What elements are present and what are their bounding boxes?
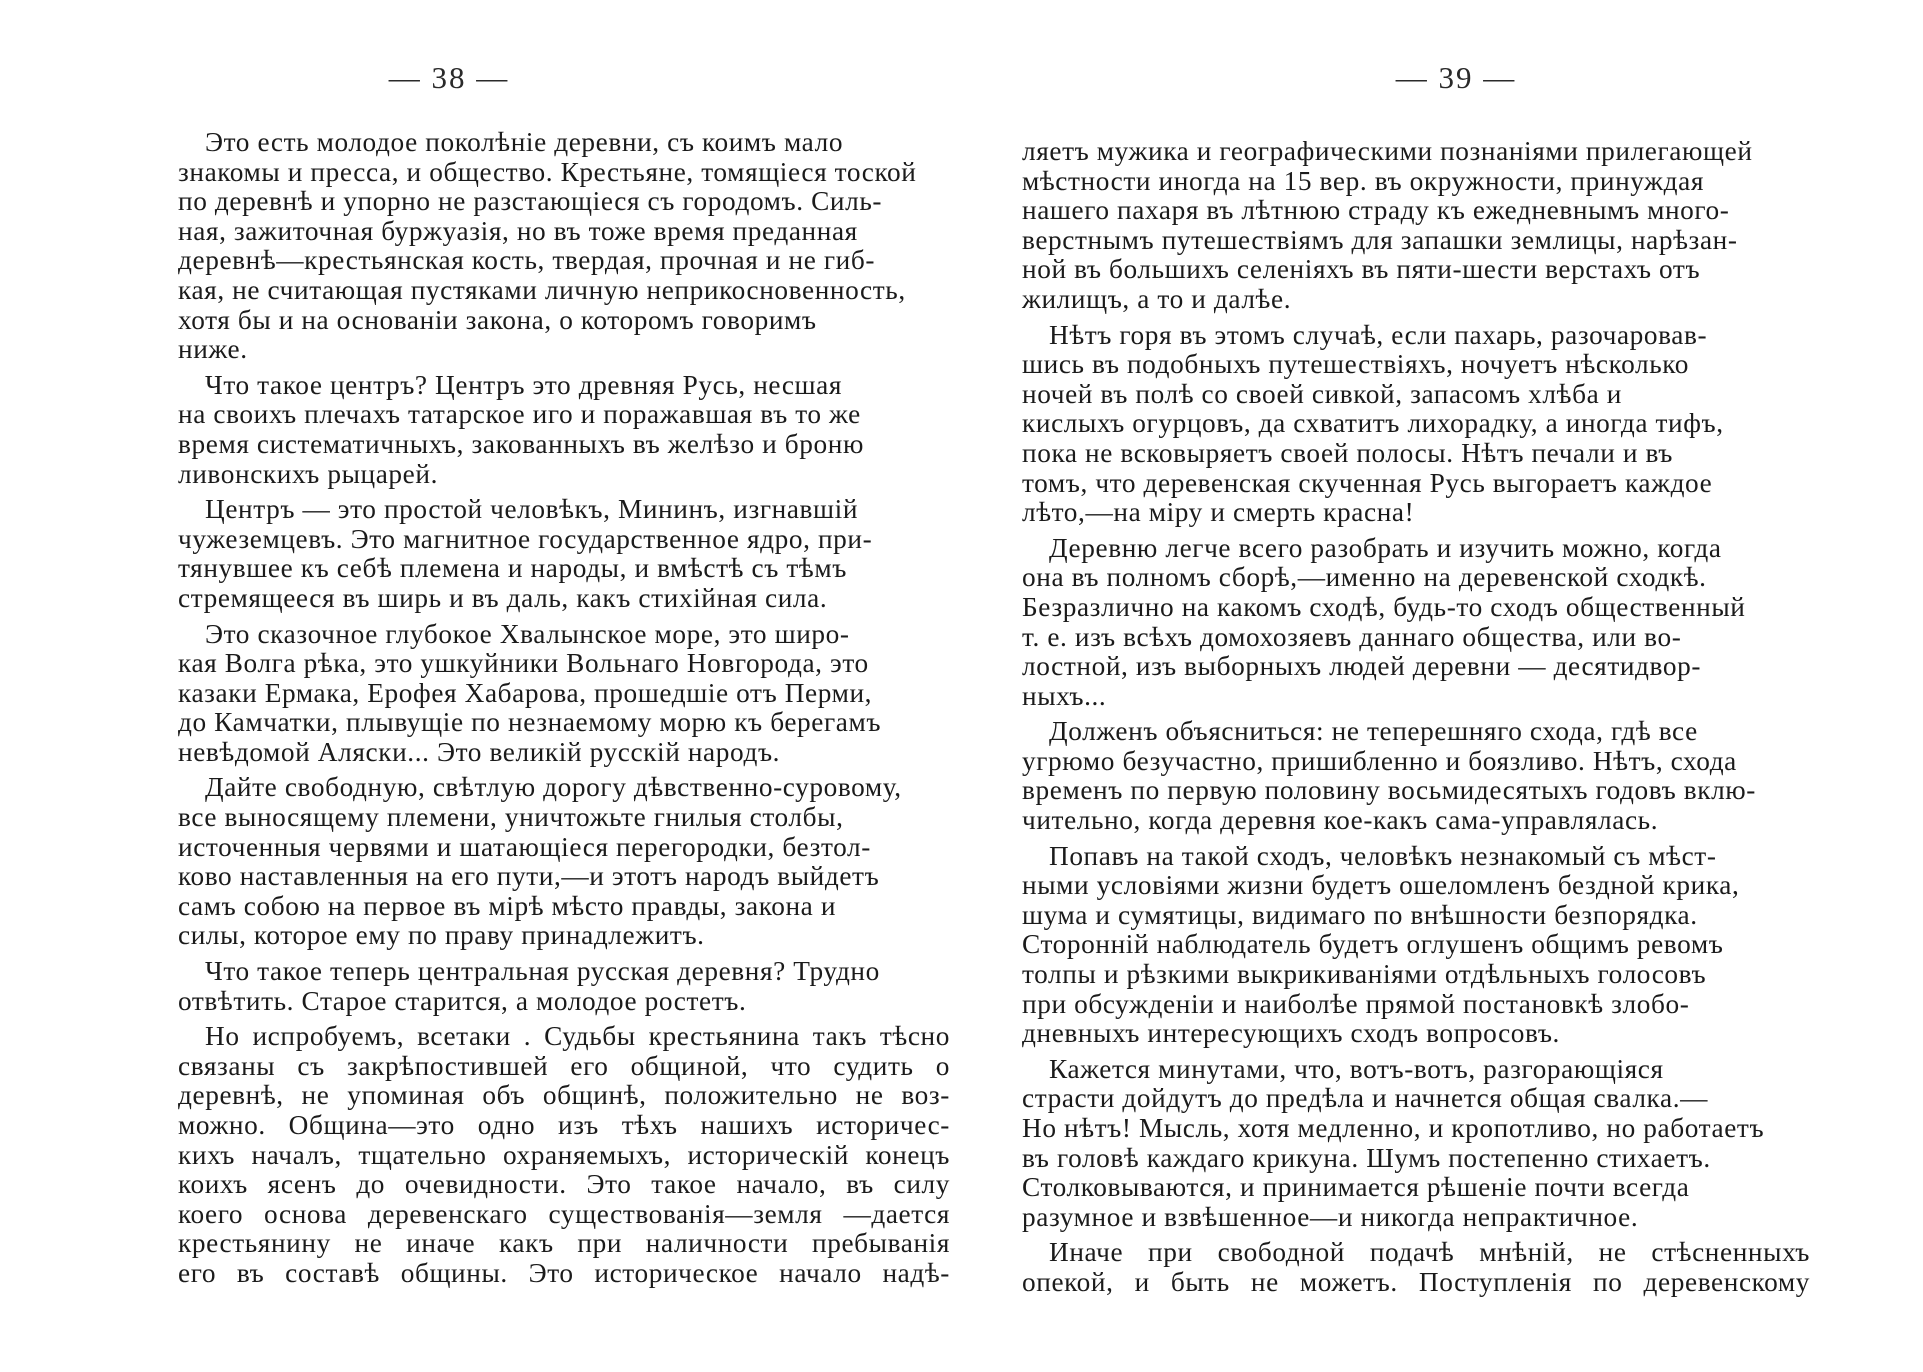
paragraph: Нѣтъ горя въ этомъ случаѣ, если пахарь, разочаровав- шись въ подобныхъ путешествіяхъ, ночуетъ нѣсколько ночей въ полѣ со своей сивкой, запасомъ хлѣба и кислыхъ огурцовъ, да схватитъ лихорадку, а иногда тифъ, пока не всковыряетъ своей полосы. Нѣтъ печали и въ томъ, что деревенская скученная Русь выгораетъ каждое лѣто,—на міру и смерть красна! [1022, 319, 1724, 528]
paragraph: Попавъ на такой сходъ, человѣкъ незнакомый съ мѣст- ными условіями жизни будетъ ошеломленъ бездной крика, шума и сумятицы, видимаго по внѣшности безпорядка. Сторонній наблюдатель будетъ оглушенъ общимъ ревомъ толпы и рѣзкими выкрикиваніями отдѣльныхъ голосовъ при обсужденіи и наиболѣе прямой постановкѣ злобо- дневныхъ интересующихъ сходъ вопросовъ. [1022, 840, 1740, 1049]
paragraph: ляетъ мужика и географическими познаніями прилегающей мѣстности иногда на 15 вер. въ окружности, принуждая нашего пахаря въ лѣтнюю страду къ ежедневнымъ много- верстнымъ путешествіямъ для запашки землицы, нарѣзан- ной въ большихъ селеніяхъ въ пяти-шести верстахъ отъ жилищъ, а то и далѣе. [1022, 136, 1753, 314]
left-page [178, 0, 950, 1372]
paragraph: Дайте свободную, свѣтлую дорогу дѣвственно-суровому, все выносящему племени, уничтожьте гнилыя столбы, источенныя червями и шатающіеся перегородки, безтол- ково наставленныя на его пути,—и этотъ народъ выйдетъ самъ собою на первое въ мірѣ мѣсто правды, закона и силы, которое ему по праву принадлежитъ. [178, 772, 902, 951]
page-number-right: — 39 — [1395, 60, 1517, 95]
paragraph: Кажется минутами, что, вотъ-вотъ, разгорающіяся страсти дойдутъ до предѣла и начнется общая свалка.— Но нѣтъ! Мысль, хотя медленно, и кропотливо, но работаетъ въ головѣ каждаго крикуна. Шумъ постепенно стихаетъ. Столковываются, и принимается рѣшеніе почти всегда разумное и взвѣшенное—и никогда непрактичное. [1022, 1053, 1765, 1232]
right-page-text [1022, 137, 1810, 1304]
left-page-text [178, 128, 950, 1295]
page-number-left: — 38 — [388, 60, 510, 95]
paragraph: Иначе при свободной подачѣ мнѣній, не стѣсненныхъ опекой, и быть не можетъ. Поступленія по деревенскому [1022, 1237, 1810, 1297]
paragraph: Что такое центръ? Центръ это древняя Русь, несшая на своихъ плечахъ татарское иго и поражавшая въ то же время систематичныхъ, закованныхъ въ желѣзо и броню ливонскихъ рыцарей. [178, 369, 864, 489]
right-page [1022, 0, 1810, 1372]
paragraph: Но испробуемъ, всетаки . Судьбы крестьянина такъ тѣсно связаны съ закрѣпостившей его общиной, что судить о деревнѣ, не упоминая объ общинѣ, положительно не воз- можно. Община—это одно изъ тѣхъ нашихъ историчес- кихъ началъ, тщательно охраняемыхъ, историческій конецъ коихъ ясенъ до очевидности. Это такое начало, въ силу коего основа деревенскаго существованія—земля —дается крестьянину не иначе какъ при наличности пребыванія его въ составѣ общины. Это историческое начало надѣ- [178, 1021, 950, 1288]
paragraph: Что такое теперь центральная русская деревня? Трудно отвѣтить. Старое старится, а молодое ростетъ. [178, 956, 880, 1016]
paragraph: Долженъ объясниться: не теперешняго схода, гдѣ все угрюмо безучастно, пришибленно и боязливо. Нѣтъ, схода временъ по первую половину восьмидесятыхъ годовъ вклю- чительно, когда деревня кое-какъ сама-управлялась. [1022, 716, 1756, 836]
paragraph: Это есть молодое поколѣніе деревни, съ коимъ мало знакомы и пресса, и общество. Крестьяне, томящіеся тоской по деревнѣ и упорно не разстающіеся съ городомъ. Силь- ная, зажиточная буржуазія, но въ тоже время преданная деревнѣ—крестьянская кость, твердая, прочная и не гиб- кая, не считающая пустяками личную неприкосновенность, хотя бы и на основаніи закона, о которомъ говоримъ ниже. [178, 127, 917, 365]
paragraph: Это сказочное глубокое Хвалынское море, это широ- кая Волга рѣка, это ушкуйники Вольнаго Новгорода, это казаки Ермака, Ерофея Хабарова, прошедшіе отъ Перми, до Камчатки, плывущіе по незнаемому морю къ берегамъ невѣдомой Аляски... Это великій русскій народъ. [178, 618, 882, 767]
paragraph: Центръ — это простой человѣкъ, Мининъ, изгнавшій чужеземцевъ. Это магнитное государственное ядро, при- тянувшее къ себѣ племена и народы, и вмѣстѣ съ тѣмъ стремящееся въ ширь и въ даль, какъ стихійная сила. [178, 494, 873, 613]
paragraph: Деревню легче всего разобрать и изучить можно, когда она въ полномъ сборѣ,—именно на деревенской сходкѣ. Безразлично на какомъ сходѣ, будь-то сходъ общественный т. е. изъ всѣхъ домохозяевъ даннаго общества, или во- лостной, изъ выборныхъ людей деревни — десятидвор- ныхъ... [1022, 532, 1746, 711]
